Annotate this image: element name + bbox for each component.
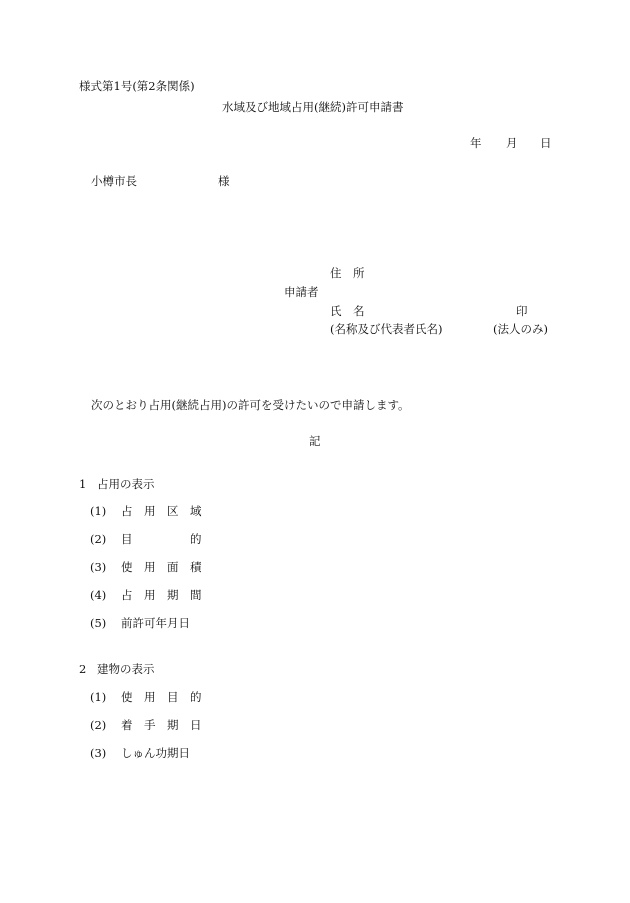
- section2-item-label: 使 用 目 的: [121, 690, 202, 704]
- applicant-heading: 申請者: [284, 285, 319, 299]
- date-day-label: 日: [540, 136, 552, 150]
- section1-item-label: 目 的: [121, 532, 202, 546]
- section2-item-label: しゅん功期日: [121, 746, 190, 760]
- ki-heading: 記: [309, 434, 321, 448]
- section1-number: 1: [79, 477, 87, 491]
- section1-item-num: (5): [90, 616, 107, 630]
- section1-item-label: 占 用 期 間: [121, 588, 202, 602]
- date-month-label: 月: [506, 136, 518, 150]
- section1-item-label: 前許可年月日: [121, 616, 190, 630]
- date-year-label: 年: [470, 136, 482, 150]
- addressee-name: 小樽市長: [91, 174, 137, 188]
- form-number: 様式第1号(第2条関係): [79, 79, 195, 93]
- applicant-address-label: 住 所: [330, 266, 365, 280]
- applicant-name-note: (名称及び代表者氏名): [330, 322, 443, 336]
- section1-item-num: (4): [90, 588, 107, 602]
- addressee-honorific: 様: [218, 174, 230, 188]
- section1-item-label: 占 用 区 域: [121, 504, 202, 518]
- section1-item-num: (2): [90, 532, 107, 546]
- request-sentence: 次のとおり占用(継続占用)の許可を受けたいので申請します。: [91, 398, 410, 412]
- section2-item-num: (2): [90, 718, 107, 732]
- applicant-name-label: 氏 名: [330, 304, 365, 318]
- form-title: 水域及び地域占用(継続)許可申請書: [222, 100, 404, 114]
- section1-item-num: (1): [90, 504, 107, 518]
- applicant-corp-note: (法人のみ): [493, 322, 548, 336]
- section2-item-num: (1): [90, 690, 107, 704]
- applicant-seal-label: 印: [516, 304, 528, 318]
- section1-item-num: (3): [90, 560, 107, 574]
- section2-heading: 建物の表示: [97, 662, 155, 676]
- section2-item-num: (3): [90, 746, 107, 760]
- section1-item-label: 使 用 面 積: [121, 560, 202, 574]
- section1-heading: 占用の表示: [97, 477, 155, 491]
- section2-number: 2: [79, 662, 87, 676]
- section2-item-label: 着 手 期 日: [121, 718, 202, 732]
